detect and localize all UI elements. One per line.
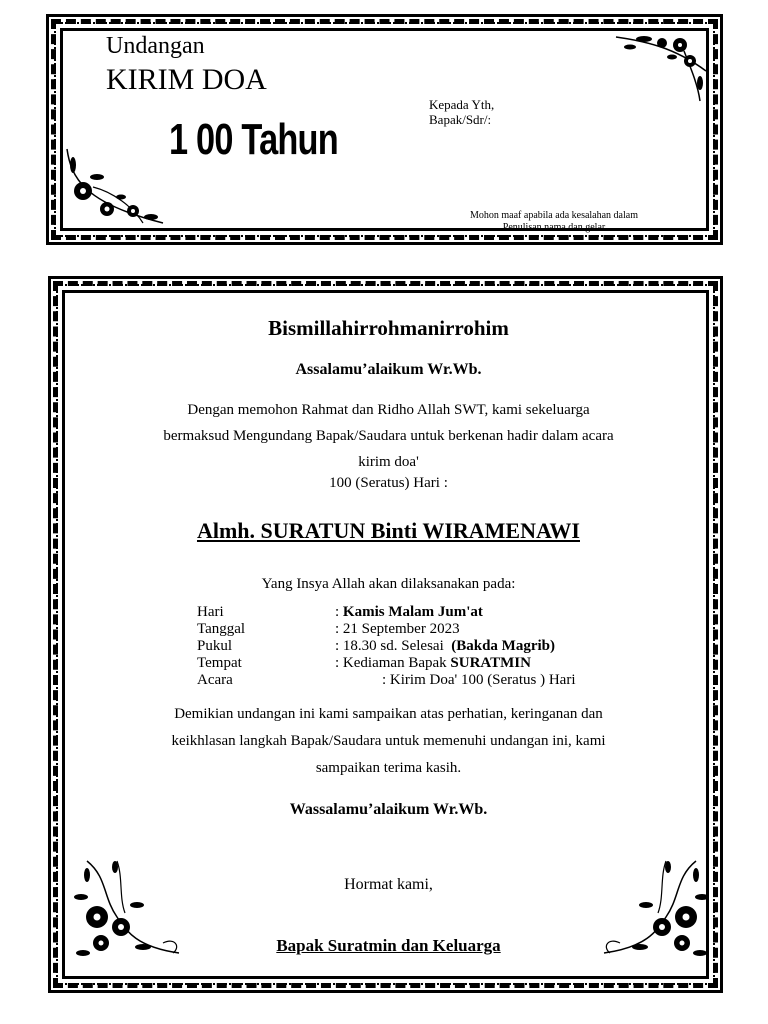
kepada-text: Kepada Yth, (429, 97, 495, 112)
bapak-sdr-text: Bapak/Sdr/: (429, 112, 492, 127)
deceased-name-text: Almh. SURATUN Binti WIRAMENAWI (196, 518, 580, 543)
body-line-2: bermaksud Mengundang Bapak/Saudara untuk berkenan hadir dalam acara (163, 428, 614, 444)
body-line-1: Dengan memohon Rahmat dan Ridho Allah SWT, kami sekeluarga (187, 402, 590, 418)
deceased-name (51, 518, 726, 544)
address-card (46, 14, 723, 245)
closing-line-3: sampaikan terima kasih. (315, 760, 462, 776)
regards-text: Hormat kami, (344, 876, 433, 893)
floral-corner-icon (614, 31, 710, 103)
floral-corner-icon (63, 147, 173, 227)
apology-line-1: Mohon maaf apabila ada kesalahan dalam (470, 210, 638, 221)
bismillah-heading: Bismillahirrohmanirrohim (268, 316, 509, 340)
invitation-body (51, 397, 726, 475)
invitation-card: Bismillahirrohmanirrohim Assalamu’alaikum Wr.Wb. Dengan memohon Rahmat dan Ridho Allah SWT, kami sekeluarga bermaksud Mengundang Bapak/Saudara untuk berkenan hadir dalam acara kirim doa' 100 (Seratus) Hari : Almh. SURATUN Binti WIRAMENAWI Yang Insya Allah akan dilaksanakan pada: Hari : Kamis Malam Jum'at Tanggal : 21 September 2023 Pukul : 18.30 sd. Selesai (Bakda Magrib) Tempat : Kediaman Bapak SURATMIN Acara : Kirim Doa' 100 (Seratus ) Hari Demikian undangan ini kami sampaikan atas perhatian, keringanan dan keikhlasan langkah Bapak/Saudara untuk memenuhi undangan ini, kami sampaikan terima kasih. Wassalamu’alaikum Wr.Wb. Hormat kami, Bapak Suratmin dan Keluarga (48, 276, 723, 993)
signature-name: Bapak Suratmin dan Keluarga (276, 936, 501, 955)
title-kirim-doa: KIRIM DOA (106, 63, 267, 96)
title-undangan: Undangan (106, 33, 205, 59)
apology-note (449, 210, 659, 233)
farewell-greeting: Wassalamu’alaikum Wr.Wb. (289, 801, 488, 818)
floral-bouquet-icon (596, 857, 716, 967)
greeting: Assalamu’alaikum Wr.Wb. (295, 361, 482, 378)
hari-100-text: 100 (Seratus) Hari : (329, 475, 448, 491)
floral-bouquet-icon (67, 857, 187, 967)
closing-line-1: Demikian undangan ini kami sampaikan atas perhatian, keringanan dan (174, 706, 603, 722)
body-line-3: kirim doa' (358, 454, 419, 470)
apology-line-2: Penulisan nama dan gelar (502, 222, 606, 233)
closing-line-2: keikhlasan langkah Bapak/Saudara untuk memenuhi undangan ini, kami (171, 733, 606, 749)
title-tahun: 1 00 Tahun (169, 115, 338, 164)
closing-paragraph (51, 701, 726, 782)
recipient-block (429, 97, 494, 127)
schedule-intro: Yang Insya Allah akan dilaksanakan pada: (261, 576, 516, 592)
